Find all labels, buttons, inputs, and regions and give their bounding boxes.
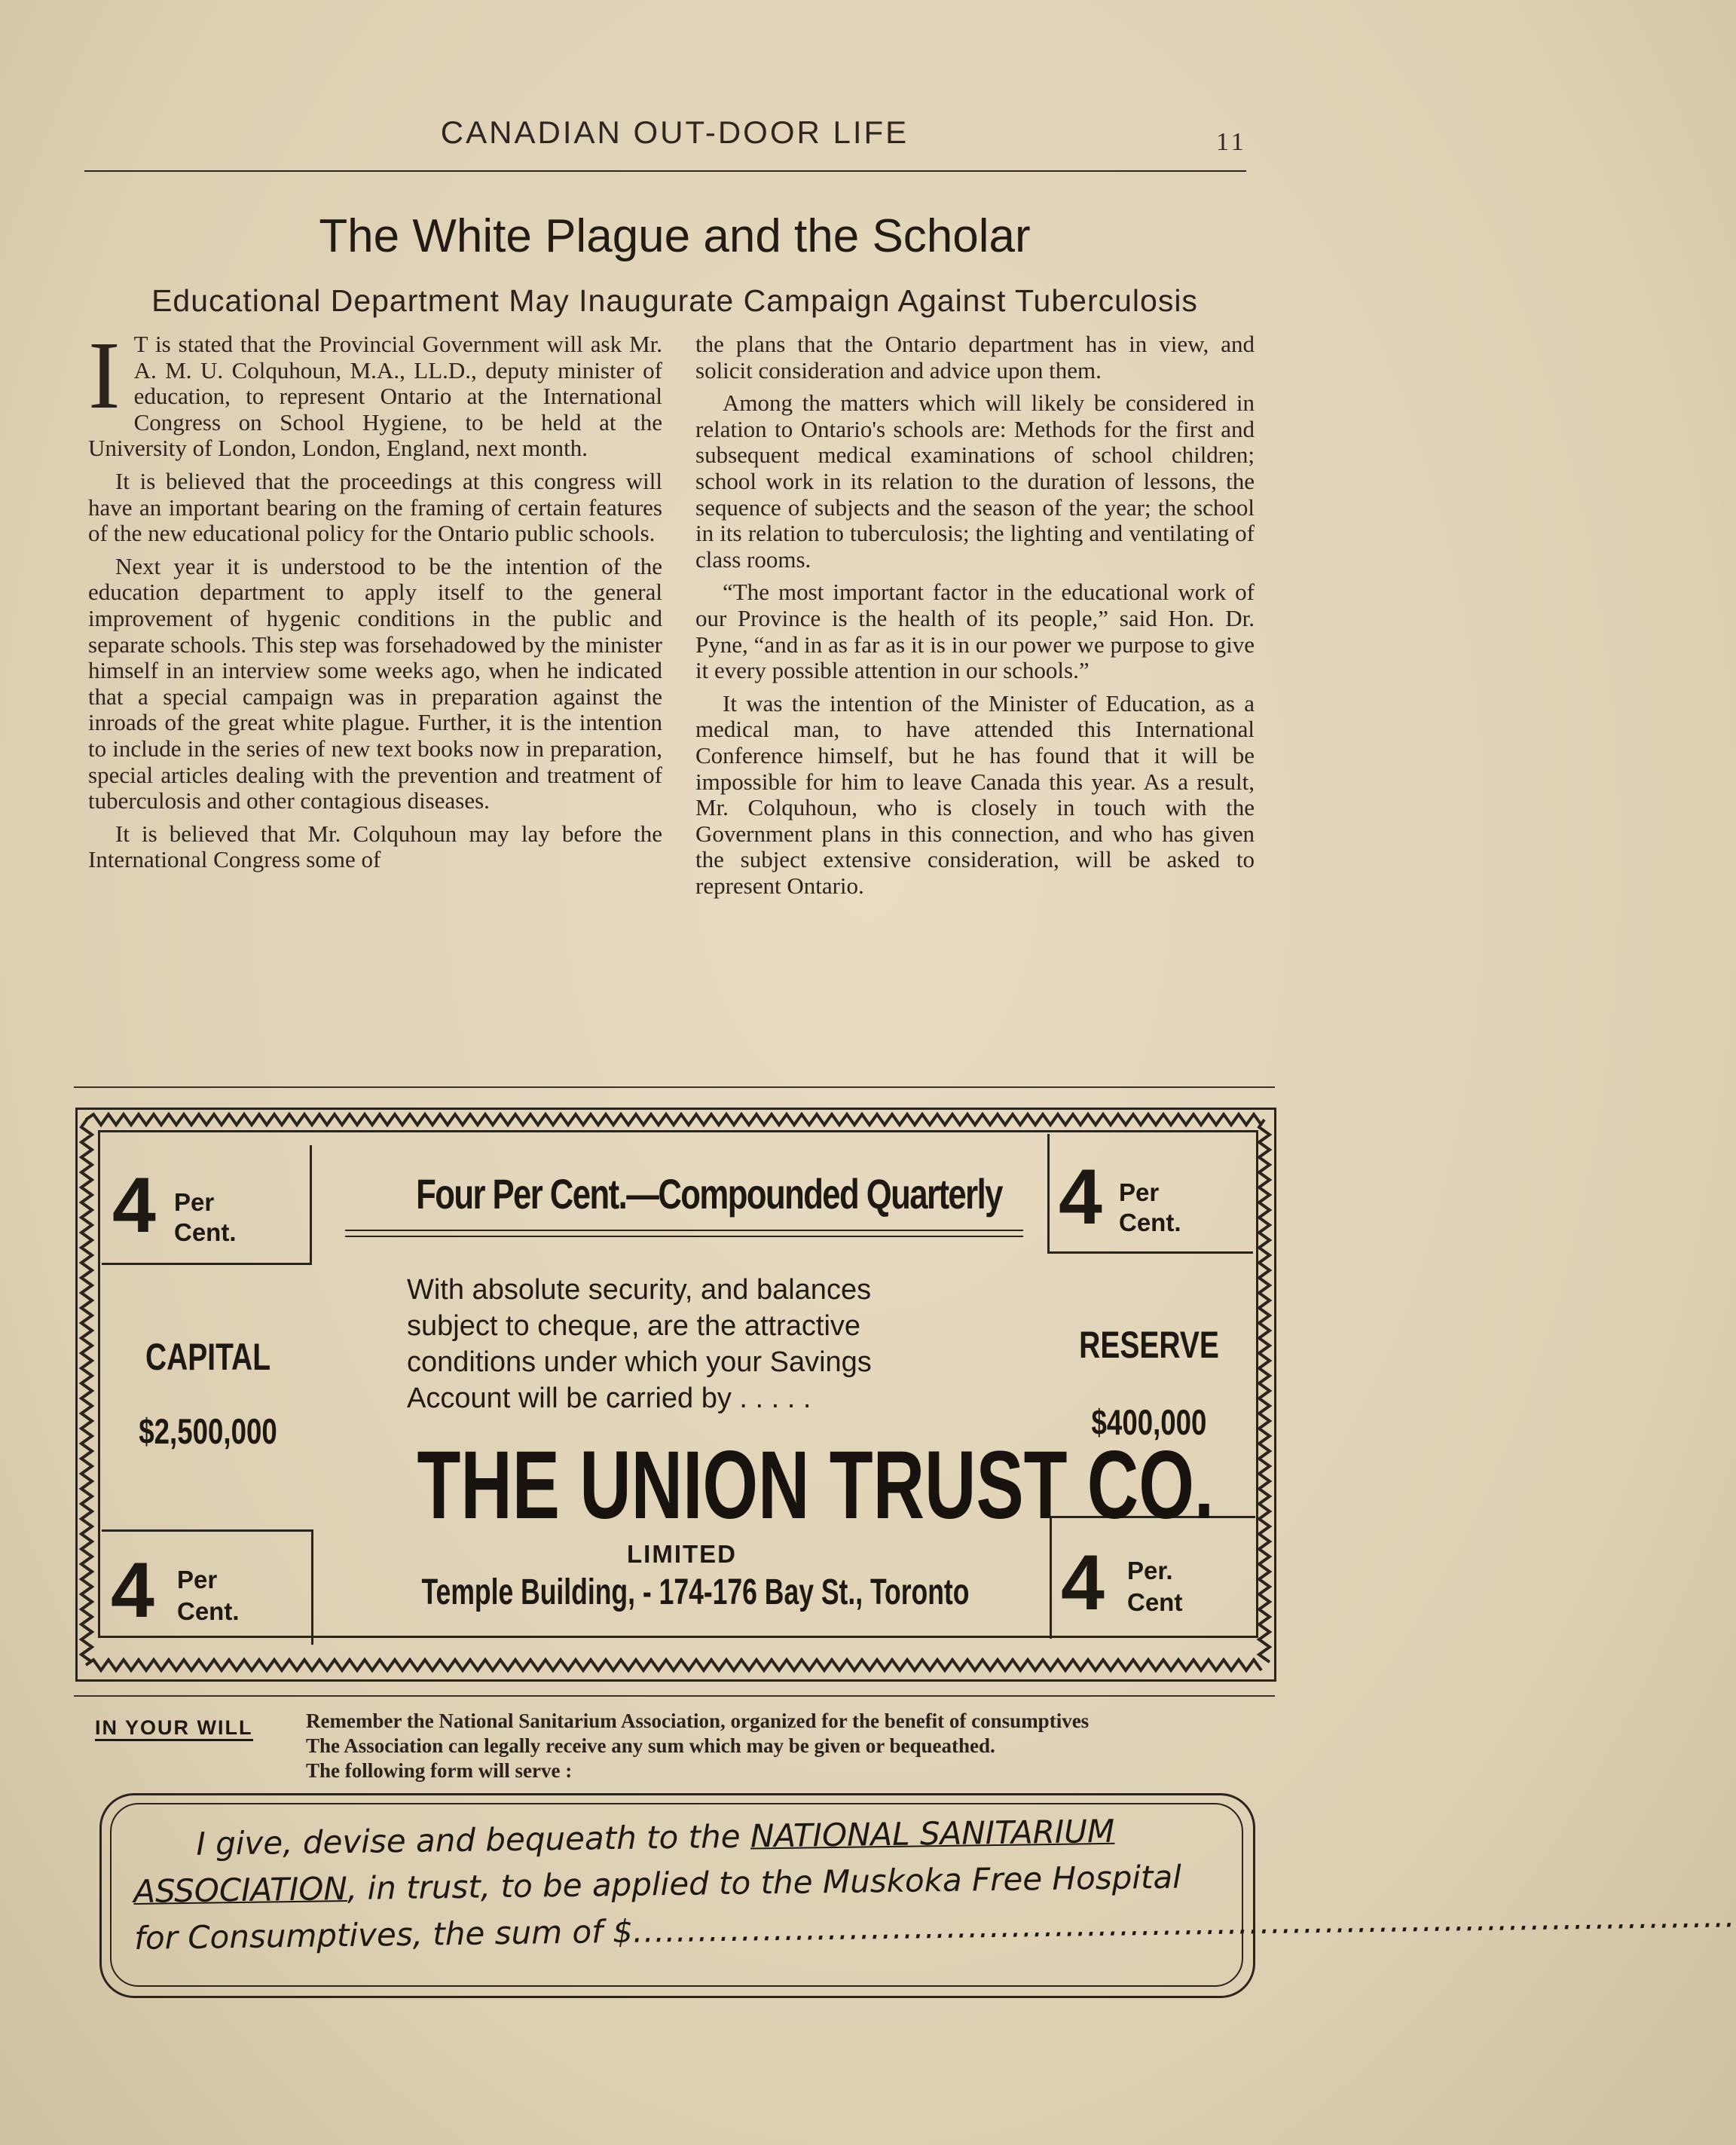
header-rule: [84, 170, 1246, 172]
capital-label: CAPITAL: [145, 1336, 271, 1378]
reserve-label: RESERVE: [1079, 1324, 1219, 1366]
company-name: THE UNION TRUST CO.: [417, 1432, 1215, 1539]
corner-box-bottom-left: [102, 1529, 313, 1645]
rate-label: Cent.: [1119, 1208, 1181, 1236]
bequest-name: NATIONAL SANITARIUM: [750, 1812, 1115, 1855]
rate-label: Per.: [1127, 1557, 1173, 1584]
page-number: 11: [1216, 128, 1247, 156]
bequest-text: for Consumptives, the sum of $: [133, 1912, 634, 1957]
company-limited: LIMITED: [627, 1540, 737, 1568]
paragraph: Among the matters which will likely be considered in relation to Ontario's schools are: Methods for the first and subsequent medical examinations of school children; school work in its relation to the duration of lessons, the sequence of subjects and the season of the year; the school in its relation to tuberculosis; the lighting and ventilating of class rooms.: [695, 390, 1255, 573]
will-line: The Association can legally receive any sum which may be given or bequeathed.: [306, 1734, 995, 1757]
will-text: [306, 1709, 1278, 1783]
bequest-blank: ......................................................................................................: [632, 1897, 1736, 1950]
bequest-text: I give, devise and bequeath to the: [196, 1817, 751, 1862]
corner-box-top-left: [102, 1145, 312, 1265]
paragraph: It was the intention of the Minister of Education, as a medical man, to have attended this International Conference himself, but he has found that it will be impossible for him to leave Canada this year. As a result, Mr. Colquhoun, who is closely in touch with the Government plans in this connection, and who has given the subject extensive consideration, will be asked to represent Ontario.: [695, 689, 1255, 899]
section-divider: [74, 1695, 1275, 1697]
ad-headline: Four Per Cent.—Compounded Quarterly: [416, 1170, 1002, 1218]
ad-body-text: [407, 1272, 964, 1416]
article-column-right: [695, 332, 1255, 899]
rate-label: Cent: [1127, 1588, 1183, 1616]
rate-label: Cent.: [174, 1218, 237, 1246]
bequest-form: [133, 1807, 1736, 1962]
paragraph: “The most important factor in the educational work of our Province is the health of its people,” said Hon. Dr. Pyne, “and in as far as it is in our power we purpose to give it every possible attention in our schools.”: [695, 579, 1255, 684]
bequest-text: , in trust, to be applied to the Muskoka Free Hospital: [347, 1858, 1182, 1908]
paragraph: the plans that the Ontario department has in view, and solicit consideration and advice upon them.: [695, 331, 1255, 383]
ad-body-line: subject to cheque, are the attractive: [407, 1310, 861, 1342]
will-label: IN YOUR WILL: [95, 1716, 253, 1741]
rate-numeral: 4: [111, 1547, 154, 1634]
running-title: CANADIAN OUT-DOOR LIFE: [440, 115, 909, 150]
will-line: Remember the National Sanitarium Association, organized for the benefit of consumptives: [306, 1710, 1090, 1732]
article-title: The White Plague and the Scholar: [319, 210, 1031, 262]
paragraph: [88, 322, 662, 462]
paragraph: It is believed that the proceedings at this congress will have an important bearing on the framing of certain features of the new educational policy for the Ontario public schools.: [88, 467, 662, 547]
headline-rule: [345, 1236, 1023, 1237]
rate-label: Per: [1119, 1178, 1160, 1206]
bequest-name: ASSOCIATION: [133, 1870, 348, 1910]
drop-cap: I: [88, 322, 121, 429]
headline-rule: [345, 1230, 1023, 1231]
rate-numeral: 4: [1059, 1153, 1102, 1241]
rate-label: Per: [174, 1188, 215, 1216]
rate-numeral: 4: [1061, 1539, 1105, 1627]
capital-value: $2,500,000: [139, 1411, 277, 1451]
company-address: Temple Building, - 174-176 Bay St., Toronto: [421, 1572, 970, 1612]
section-divider: [74, 1086, 1275, 1088]
rate-label: Per: [177, 1566, 218, 1593]
rate-numeral: 4: [112, 1162, 156, 1249]
corner-box-top-right: [1047, 1134, 1253, 1254]
article-column-left: [88, 322, 662, 873]
reserve-value: $400,000: [1091, 1402, 1207, 1442]
ad-body-line: With absolute security, and balances: [407, 1274, 872, 1306]
ad-body-line: conditions under which your Savings: [407, 1346, 872, 1378]
article-subtitle: Educational Department May Inaugurate Campaign Against Tuberculosis: [151, 283, 1198, 318]
ad-body-line: Account will be carried by . . . . .: [407, 1383, 811, 1414]
paragraph: Next year it is understood to be the intention of the education department to apply itself to the general improvement of hygenic conditions in the public and separate schools. This step was forsehadowed by the minister himself in an interview some weeks ago, when he indicated that a special campaign was in preparation against the inroads of the great white plague. Further, it is the intention to include in the series of new text books now in preparation, special articles dealing with the prevention and treatment of tuberculosis and other contagious diseases.: [88, 552, 662, 814]
will-line: The following form will serve :: [306, 1759, 573, 1782]
rate-label: Cent.: [177, 1597, 240, 1625]
paragraph: It is believed that Mr. Colquhoun may lay before the International Congress some of: [88, 820, 662, 873]
paragraph-text: T is stated that the Provincial Government will ask Mr. A. M. U. Colquhoun, M.A., LL.D., deputy minister of education, to represent Ontario at the International Congress on School Hygiene, to be held at the University of London, London, England, next month.: [88, 331, 662, 462]
